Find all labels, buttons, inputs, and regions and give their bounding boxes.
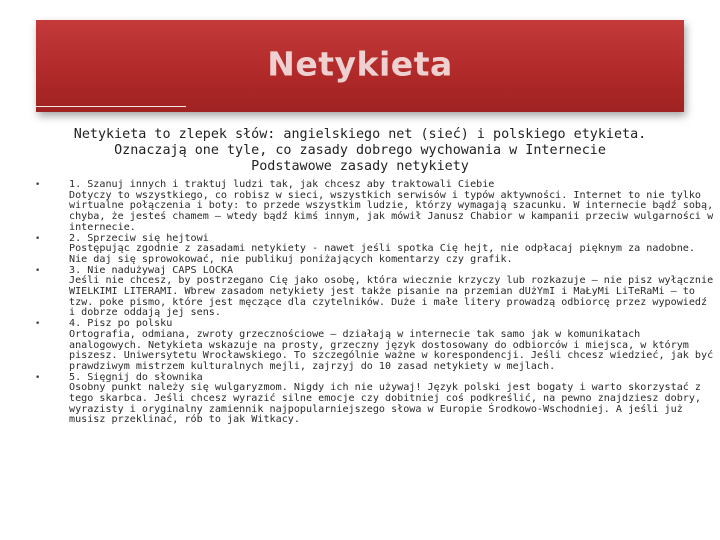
intro-line-definition: Netykieta to zlepek słów: angielskiego net (sieć) i polskiego etykieta. [73, 127, 647, 142]
rule-1-body: Dotyczy to wszystkiego, co robisz w sieci, wszystkich serwisów i typów aktywności. Internet to nie tylko wirtualne połączenia i boty: to przede wszystkim ludzie, którzy wymagają szacunku. W internecie bądź sobą, chyba, że jesteś chamem – wtedy bądź kimś innym, jak mówił Janusz Chabior w kampanii przeciw wulgarności w internecie. [69, 189, 714, 233]
rule-5-body: Osobny punkt należy się wulgaryzmom. Nigdy ich nie używaj! Język polski jest bogaty i warto skorzystać z tego skarbca. Jeśli chcesz wyrazić silne emocje czy dobitniej coś podkreślić, na pewno znajdziesz dobry, wyrazisty i oryginalny zamiennik najpopularniejszego słowa w Europie Środkowo-Wschodniej. A jeśli już musisz przeklinać, rób to jak Witkacy. [69, 382, 702, 426]
rule-5-heading: • 5. Sięgnij do słownika [35, 371, 203, 383]
intro-text [36, 127, 684, 175]
rules-list [35, 180, 715, 426]
rule-3-heading: • 3. Nie nadużywaj CAPS LOCKA [35, 264, 234, 276]
rule-2-body: Postępując zgodnie z zasadami netykiety - nawet jeśli spotka Cię hejt, nie odpłacaj pięknym za nadobne. Nie daj się sprowokować, nie publikuj poniżających komentarzy czy grafik. [69, 243, 695, 265]
intro-line-meaning: Oznaczają one tyle, co zasady dobrego wychowania w Internecie [114, 143, 606, 158]
bullet-icon: • [35, 265, 41, 276]
intro-line-subtitle: Podstawowe zasady netykiety [251, 159, 469, 174]
title-underline [36, 106, 186, 107]
bullet-icon: • [35, 319, 41, 330]
rule-2-heading: • 2. Sprzeciw się hejtowi [35, 232, 209, 244]
rule-4-body: Ortografia, odmiana, zwroty grzecznościowe – działają w internecie tak samo jak w komunikatach analogowych. Netykieta wskazuje na prosty, grzeczny język dostosowany do odbiorców i miejsca, w którym piszesz. Uniwersytetu Wrocławskiego. To szczególnie ważne w korespondencji. Jeśli chcesz wiedzieć, jak być prawdziwym mistrzem kulturalnych mejli, zajrzyj do 10 zasad netykiety w mejlach. [69, 328, 714, 372]
rule-1-heading: • 1. Szanuj innych i traktuj ludzi tak, jak chcesz aby traktowali Ciebie [35, 179, 495, 190]
slide-title: Netykieta [267, 44, 453, 84]
rule-4-heading: • 4. Pisz po polsku [35, 318, 173, 330]
rule-3-body: Jeśli nie chcesz, by postrzegano Cię jako osobę, która wiecznie krzyczy lub rozkazuje – nie pisz wyłącznie WIELKIMI LITERAMI. Wbrew zasadom netykiety jest także pisanie na przemian dUżYmI i MaŁyMi LiTeRaMi – to tzw. poke pismo, które jest męczące dla czytelników. Duże i małe litery prowadzą odbiorcę przez wypowiedź i dobrze oddają jej sens. [69, 275, 714, 319]
bullet-icon: • [35, 180, 41, 190]
bullet-icon: • [35, 233, 41, 244]
title-banner [36, 20, 684, 112]
bullet-icon: • [35, 372, 41, 383]
